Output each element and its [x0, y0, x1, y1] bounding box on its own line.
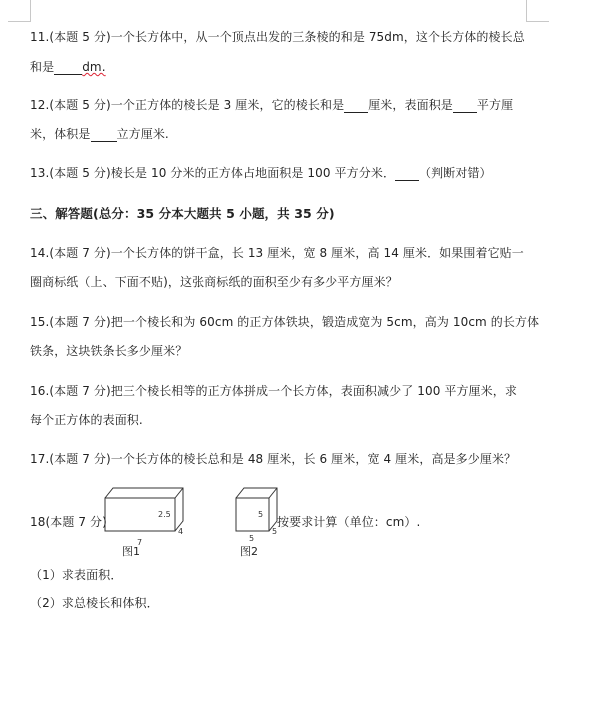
q13-line	[30, 164, 492, 181]
q13-text: 13.(本题 5 分)棱长是 10 分米的正方体占地面积是 100 平方分米．	[30, 166, 396, 180]
figure-2-cube	[232, 485, 292, 560]
q16-line2: 每个正方体的表面积.	[30, 413, 143, 427]
q12-blank-2	[453, 99, 477, 113]
fig1-length-label: 7	[137, 538, 143, 547]
fig2-bottom-label: 5	[249, 534, 255, 543]
fig1-caption: 图1	[122, 545, 140, 558]
fig1-height-label: 2.5	[158, 510, 171, 519]
q11-line1: 11.(本题 5 分)一个长方体中，从一个顶点出发的三条棱的和是 75dm，这个长方体的棱长总	[30, 30, 525, 44]
q12-blank-1	[344, 99, 368, 113]
section-3-heading: 三、解答题(总分：35 分本大题共 5 小题，共 35 分)	[30, 206, 335, 221]
crop-mark-right-h	[527, 21, 549, 22]
q15-line2: 铁条，这块铁条长多少厘米？	[30, 344, 188, 358]
q12-text-4: 米，体积是	[30, 127, 91, 141]
q12-text-2: 厘米，表面积是	[368, 98, 453, 112]
fig1-width-label: 4	[178, 527, 184, 536]
q14-line1: 14.(本题 7 分)一个长方体的饼干盒，长 13 厘米，宽 8 厘米，高 14 厘米．如果围着它贴一	[30, 246, 524, 260]
q18-suffix: 按要求计算（单位：cm）.	[277, 515, 421, 529]
q13-judge: （判断对错）	[419, 166, 492, 180]
figure-1-cuboid	[100, 485, 190, 560]
q14-line2: 圈商标纸（上、下面不贴)，这张商标纸的面积至少有多少平方厘米？	[30, 275, 398, 289]
q16-line1: 16.(本题 7 分)把三个棱长相等的正方体拼成一个长方体，表面积减少了 100 平方厘米，求	[30, 384, 517, 398]
q12-text-3: 平方厘	[476, 98, 514, 112]
fig2-side-label: 5	[258, 510, 264, 519]
q12-text-1: 12.(本题 5 分)一个正方体的棱长是 3 厘米，它的棱长和是	[30, 98, 345, 112]
q11-line2	[30, 58, 106, 75]
crop-mark-right-v	[526, 0, 527, 22]
crop-mark-left-v	[30, 0, 31, 22]
q11-blank	[54, 61, 82, 75]
q18-subquestion-2: （2）求总棱长和体积．	[30, 596, 159, 610]
q18-subquestion-1: （1）求表面积．	[30, 568, 123, 582]
q12-text-5: 立方厘米.	[116, 127, 169, 141]
q15-line1: 15.(本题 7 分)把一个棱长和为 60cm 的正方体铁块，锻造成宽为 5cm，高为 10cm 的长方体	[30, 315, 540, 329]
fig2-depth-label: 5	[272, 527, 278, 536]
q12-blank-3	[91, 128, 117, 142]
q12-line1	[30, 96, 513, 113]
q13-blank	[395, 167, 419, 181]
q11-text: 和是	[30, 60, 55, 74]
crop-mark-left-h	[8, 21, 30, 22]
fig2-caption: 图2	[240, 545, 258, 558]
q17-line: 17.(本题 7 分)一个长方体的棱长总和是 48 厘米，长 6 厘米，宽 4 厘米，高是多少厘米？	[30, 452, 517, 466]
q18-prefix: 18(本题 7 分)	[30, 515, 107, 529]
q11-unit: dm.	[82, 60, 106, 74]
q12-line2	[30, 125, 169, 142]
